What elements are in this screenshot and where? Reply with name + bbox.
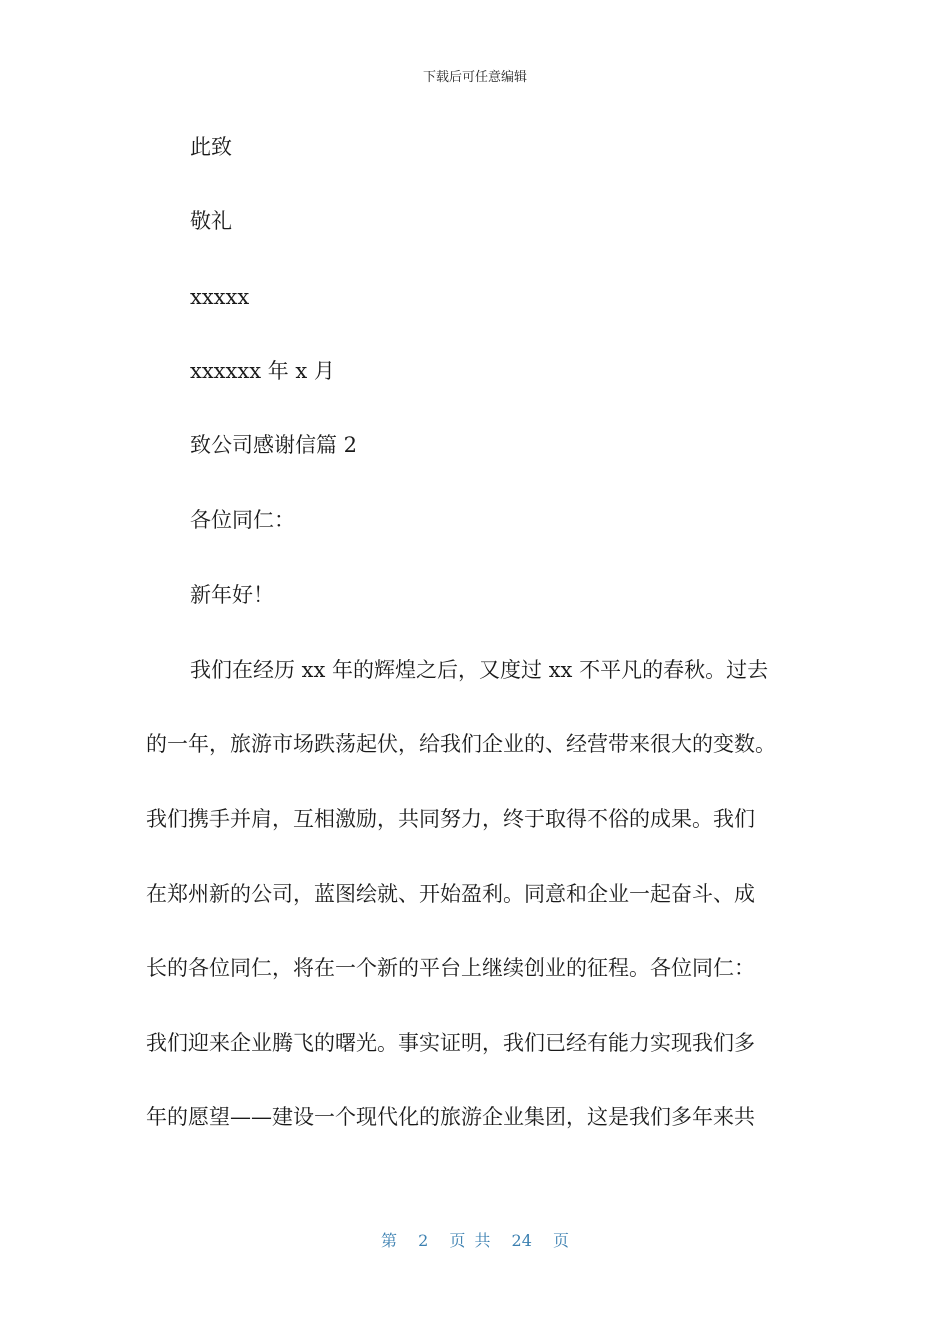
body-line: 我们迎来企业腾飞的曙光。事实证明，我们已经有能力实现我们多 bbox=[146, 1031, 755, 1055]
footer-prefix: 第 bbox=[380, 1231, 397, 1250]
body-line: 的一年，旅游市场跌荡起伏，给我们企业的、经营带来很大的变数。 bbox=[146, 732, 776, 756]
page-header-note: 下载后可任意编辑 bbox=[422, 70, 527, 85]
closing-line-1: 此致 bbox=[190, 135, 232, 159]
footer-suffix: 页 bbox=[553, 1231, 570, 1250]
body-line: 我们在经历 xx 年的辉煌之后，又度过 xx 不平凡的春秋。过去 bbox=[190, 658, 769, 682]
footer-page-number: 2 bbox=[418, 1231, 429, 1250]
footer-middle: 页 共 bbox=[449, 1231, 491, 1250]
body-line: 年的愿望——建设一个现代化的旅游企业集团，这是我们多年来共 bbox=[146, 1105, 755, 1129]
footer-total-pages: 24 bbox=[511, 1231, 532, 1250]
body-line: 长的各位同仁，将在一个新的平台上继续创业的征程。各位同仁： bbox=[146, 956, 755, 980]
salutation: 各位同仁： bbox=[190, 508, 295, 532]
greeting: 新年好！ bbox=[190, 583, 274, 607]
body-line: 在郑州新的公司，蓝图绘就、开始盈利。同意和企业一起奋斗、成 bbox=[146, 882, 755, 906]
body-line: 我们携手并肩，互相激励，共同努力，终于取得不俗的成果。我们 bbox=[146, 807, 755, 831]
page-footer bbox=[0, 1228, 950, 1251]
section-title: 致公司感谢信篇 2 bbox=[190, 433, 358, 457]
closing-line-2: 敬礼 bbox=[190, 209, 232, 233]
letter-date: xxxxxx 年 x 月 bbox=[190, 359, 335, 383]
signature: xxxxx bbox=[190, 285, 250, 309]
